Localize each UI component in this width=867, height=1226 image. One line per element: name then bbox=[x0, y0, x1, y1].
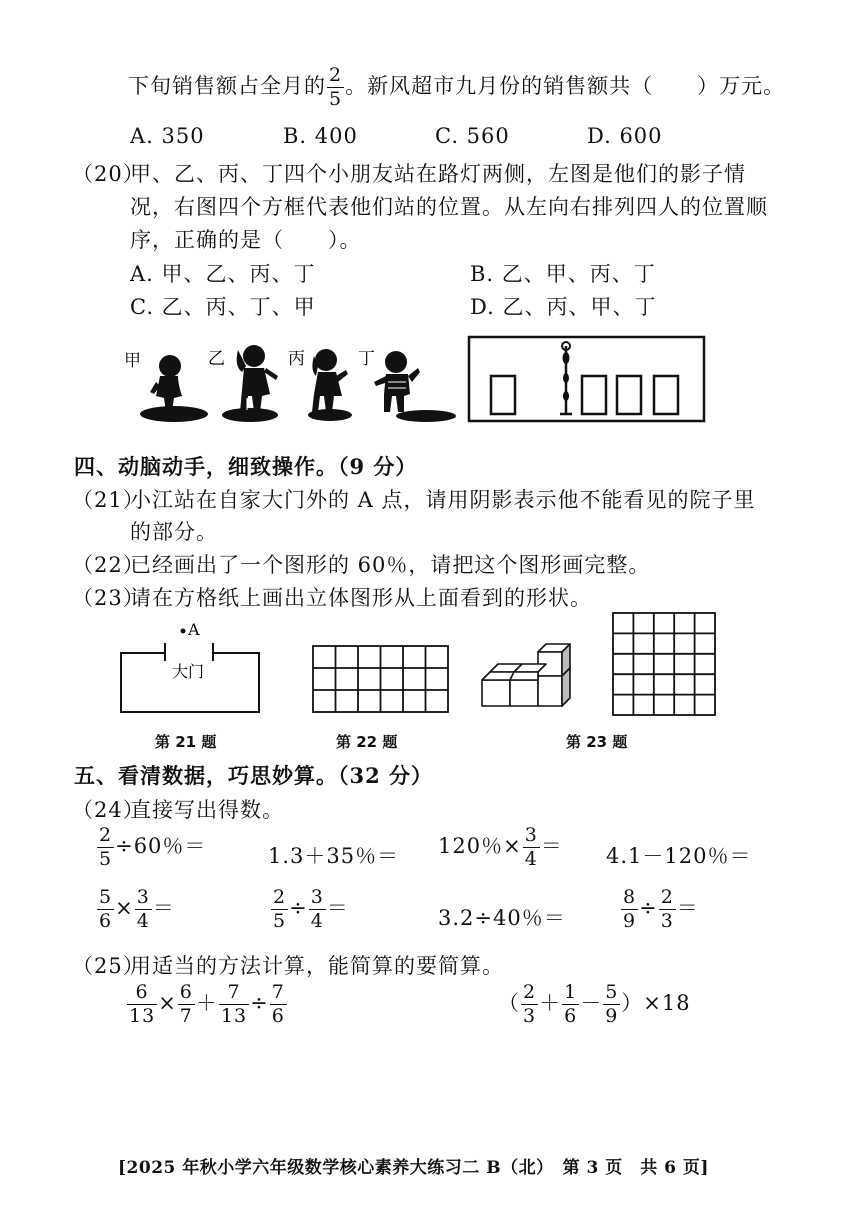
q20-number: （20） bbox=[72, 162, 145, 186]
q19-option-b: B. 400 bbox=[283, 124, 358, 148]
q20-line-1: 甲、乙、丙、丁四个小朋友站在路灯两侧，左图是他们的影子情 bbox=[130, 162, 746, 186]
q23-grid bbox=[612, 612, 718, 718]
q19-option-a: A. 350 bbox=[130, 124, 205, 148]
q20-line-2: 况，右图四个方框代表他们站的位置。从左向右排列四人的位置顺 bbox=[130, 195, 768, 219]
q20-option-c: C. 乙、丙、丁、甲 bbox=[130, 295, 316, 319]
q23-number: （23） bbox=[72, 586, 145, 610]
section4-title: 四、动脑动手，细致操作。（9 分） bbox=[74, 454, 418, 479]
calc-1-2: 1.3＋35％＝ bbox=[268, 844, 400, 868]
q19-text-before: 下旬销售额占全月的 bbox=[128, 74, 326, 98]
q21-number: （21） bbox=[72, 488, 145, 512]
q22-number: （22） bbox=[72, 553, 145, 577]
q24-text: 直接写出得数。 bbox=[130, 798, 284, 822]
q19-option-d: D. 600 bbox=[587, 124, 663, 148]
q19-line bbox=[128, 66, 785, 109]
position-box-2 bbox=[582, 376, 606, 414]
gate-label: 大门 bbox=[172, 662, 205, 681]
kid-yi-silhouette bbox=[222, 345, 278, 422]
kid-label-jia: 甲 bbox=[124, 351, 141, 371]
calc-1-1: $\frac{2}{5}$ ÷60％＝ bbox=[99, 824, 207, 870]
caption-q22: 第 22 题 bbox=[336, 733, 398, 751]
kid-label-ding: 丁 bbox=[358, 349, 375, 369]
street-lamp bbox=[560, 342, 572, 414]
q19-option-c: C. 560 bbox=[435, 124, 510, 148]
position-box-4 bbox=[654, 376, 678, 414]
position-box-1 bbox=[491, 376, 515, 414]
point-a-label: A bbox=[188, 620, 200, 639]
q22-grid bbox=[312, 645, 450, 715]
lamp-position-figure bbox=[466, 334, 708, 424]
calc-1-3: 120％× $\frac{3}{4}$ ＝ bbox=[438, 824, 563, 870]
page-footer: [2025 年秋小学六年级数学核心素养大练习二 B（北） 第 3 页 共 6 页] bbox=[118, 1158, 709, 1178]
q21-line-2: 的部分。 bbox=[130, 520, 218, 544]
q21-line-1: 小江站在自家大门外的 A 点，请用阴影表示他不能看见的院子里 bbox=[130, 488, 756, 512]
q20-line-3: 序，正确的是（ ）。 bbox=[130, 228, 362, 252]
kid-bing-silhouette bbox=[308, 349, 352, 421]
q19-text-after: 。新风超市九月份的销售额共（ ）万元。 bbox=[345, 74, 786, 98]
q19-fraction: $\frac{2}{5}$ bbox=[329, 64, 343, 110]
q23-cube-figure bbox=[478, 640, 578, 710]
calc-25-1: $\frac{6}{13}$ × $\frac{6}{7}$ ＋ $\frac{7}{13}$ ÷ $\frac{7}{6}$ bbox=[129, 981, 285, 1027]
kid-ding-silhouette bbox=[374, 351, 456, 422]
q23-text: 请在方格纸上画出立体图形从上面看到的形状。 bbox=[130, 586, 592, 610]
calc-1-4: 4.1－120％＝ bbox=[606, 844, 752, 868]
q25-number: （25） bbox=[72, 954, 145, 978]
calc-2-3: 3.2÷40％＝ bbox=[438, 906, 566, 930]
kid-label-bing: 丙 bbox=[288, 349, 305, 369]
point-a bbox=[181, 629, 186, 634]
q21-yard-figure bbox=[115, 615, 265, 715]
q22-text: 已经画出了一个图形的 60％，请把这个图形画完整。 bbox=[130, 553, 651, 577]
calc-2-1: $\frac{5}{6}$ × $\frac{3}{4}$ ＝ bbox=[99, 886, 175, 932]
position-box-3 bbox=[617, 376, 641, 414]
calc-2-2: $\frac{2}{5}$ ÷ $\frac{3}{4}$ ＝ bbox=[273, 886, 349, 932]
q24-number: （24） bbox=[72, 798, 145, 822]
caption-q23: 第 23 题 bbox=[566, 733, 628, 751]
q20-option-d: D. 乙、丙、甲、丁 bbox=[470, 295, 657, 319]
q20-option-b: B. 乙、甲、丙、丁 bbox=[470, 262, 656, 286]
section5-title: 五、看清数据，巧思妙算。（32 分） bbox=[74, 763, 434, 788]
kid-label-yi: 乙 bbox=[208, 349, 225, 369]
calc-2-4: $\frac{8}{9}$ ÷ $\frac{2}{3}$ ＝ bbox=[623, 886, 699, 932]
calc-25-2: （ $\frac{2}{3}$ ＋ $\frac{1}{6}$ － $\frac{5}{9}$ ）×18 bbox=[498, 981, 691, 1027]
q25-text: 用适当的方法计算，能简算的要简算。 bbox=[130, 954, 504, 978]
q20-option-a: A. 甲、乙、丙、丁 bbox=[130, 262, 316, 286]
caption-q21: 第 21 题 bbox=[155, 733, 217, 751]
shadow-figure bbox=[120, 336, 460, 426]
kid-jia-silhouette bbox=[140, 355, 208, 422]
